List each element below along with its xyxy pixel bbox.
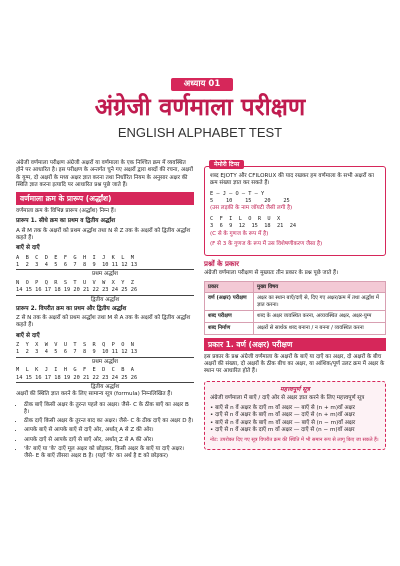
table-header: प्रकार (205, 281, 254, 293)
half-label: प्रथम अर्द्धांश (92, 271, 118, 278)
alphabet-row: M L K J I H G F E D C B A (16, 367, 134, 374)
list-item: • आपके बाएँ से आपके बाएँ से दाएँ ओर, अर्थात् A से Z की ओर। (24, 427, 194, 434)
tip-note: (F से 3 के गुणज के रूप में उस विशेषणीकरण जैसा है) (210, 240, 323, 247)
half-label: द्वितीय अर्द्धांश (90, 296, 120, 303)
tip-note: (C से के गुणज के रूप में है) (210, 230, 269, 237)
table-cell: शब्द के अक्षर व्यवस्थित करना, अव्यवस्थित अक्षर, अक्षर-युग्म (254, 311, 386, 323)
formula-line: • बाएँ से n वें अक्षर के बाएँ m वाँ अक्षर — बाएँ से (n − m)वाँ अक्षर (210, 419, 356, 426)
memory-tips-title: मेमोरी टिप्स (209, 160, 244, 169)
memory-tips-box (204, 161, 386, 256)
tip-note: (उस लड़की के नाम जॉयटी जैसी लगी है) (210, 205, 293, 212)
formula-box-intro: अंग्रेजी वर्णमाला में बाएँ / दाएँ ओर से अक्षर ज्ञात करने के लिए महत्त्वपूर्ण सूत्र (210, 394, 365, 401)
alphabet-row: A B C D E F G H I J K L M (16, 254, 134, 261)
questions-intro: अंग्रेजी वर्णमाला परीक्षण से मुख्यतः तीन प्रकार के प्रश्न पूछे जाते हैं। (204, 270, 339, 277)
half-label: द्वितीय अर्द्धांश (90, 384, 120, 390)
question-types-table (204, 281, 386, 335)
table-row (205, 323, 386, 335)
formula-note: नोट: उपरोक्त दिए गए सूत्र विपरीत क्रम की स्थिति में भी समान रूप से लागू किए जा सकते हैं। (210, 437, 379, 444)
half-divider (16, 382, 194, 383)
half-divider (16, 357, 194, 358)
direction-label: बाएँ से दाएँ (16, 332, 40, 339)
number-row: 14 15 16 17 18 19 20 21 22 23 24 25 26 (16, 287, 138, 294)
table-row (205, 311, 386, 323)
table-cell: अक्षरों से सार्थक शब्द बनाना / न बनना / व्यवस्थित करना (254, 323, 386, 335)
tip-numbers: 3 6 9 12 15 18 21 24 (210, 223, 297, 230)
intro-paragraph: अंग्रेजी वर्णमाला परीक्षण अंग्रेजी अक्षरों या वर्णमाला के एक निश्चित क्रम में व्यवस्थित होने पर आधारित है। इस परीक्षण के अन्तर्गत चुने गए अक्षरों द्वारा शब्दों की रचना, अक्षरों के युग्म, दो अक्षरों के मध्य अक्षर ज्ञात करना तथा निर्धारित नियम के अनुसार अक्षर की स्थिति ज्ञात करना इत्यादि पर आधारित प्रश्न पूछे जाते हैं। (16, 160, 193, 188)
section-intro: वर्णमाला क्रम के विभिन्न प्रारूप (अर्द्धांश) निम्न हैं। (16, 208, 116, 215)
left-column (16, 160, 194, 463)
direction-label: बाएँ से दाएँ (16, 245, 40, 252)
table-row (205, 293, 386, 311)
alphabet-row: Z Y X W V U T S R Q P O N (16, 342, 134, 349)
formula-line: • दाएँ से n वें अक्षर के दाएँ m वाँ अक्षर — दाएँ से (n − m)वाँ अक्षर (210, 427, 355, 434)
alphabet-row: N O P Q R S T U V W X Y Z (16, 279, 134, 286)
formula-box-title: महत्त्वपूर्ण सूत्र (280, 385, 310, 393)
table-cell: वर्ण (अक्षर) परीक्षण (205, 293, 254, 311)
page-title-english: ENGLISH ALPHABET TEST (117, 125, 283, 140)
list-item: • आपके दाएँ से आपके दाएँ से बाएँ ओर, अर्थात् Z से A की ओर। (24, 437, 194, 444)
list-item: • ठीक बाएँ किसी अक्षर के तुरन्त पहले का अक्षर। जैसे- C के ठीक बाएँ का अक्षर B है। (24, 402, 194, 417)
questions-heading: प्रश्नों के प्रकार (204, 260, 240, 269)
table-cell: शब्द परीक्षण (205, 311, 254, 323)
format1-text: A से M तक के अक्षरों को प्रथम अर्द्धांश तथा N से Z तक के अक्षरों को द्वितीय अर्द्धांश कहते हैं। (16, 227, 191, 242)
section2-text: इस प्रकार के प्रश्न अंग्रेजी वर्णमाला के अक्षरों के बाएँ या दाएँ का अक्षर, दो अक्षरों के बीच अक्षरों की संख्या, दो अक्षरों के ठीक बीच का अक्षर, या आंशिक/पूर्ण उलट क्रम में अक्षर के स्थान पर आधारित होते हैं। (204, 353, 385, 375)
section-heading-formats: वर्णमाला क्रम के प्रारूप (अर्द्धांश) (16, 192, 194, 205)
important-formula-box (204, 381, 386, 450)
table-header-row (205, 281, 386, 293)
tip-numbers: 5 10 15 20 25 (210, 198, 290, 204)
tip-text: शब्द EJOTY और CFILORUX की याद रखकर हम वर्णमाला के सभी अक्षरों का क्रम संख्या ज्ञात कर सकते हैं। (210, 173, 374, 187)
list-item: • ठीक दाएँ किसी अक्षर के तुरन्त बाद का अक्षर। जैसे- C के ठीक दाएँ का अक्षर D है। (24, 418, 194, 425)
format1-title: प्रारूप 1. सीधे क्रम का प्रथम व द्वितीय अर्द्धांश (16, 218, 116, 225)
number-row: 14 15 16 17 18 19 20 21 22 23 24 25 26 (16, 374, 138, 381)
tip-letters: C F I L O R U X (210, 215, 281, 222)
format2-text: Z से N तक के अक्षरों को प्रथम अर्द्धांश तथा M से A तक के अक्षरों को द्वितीय अर्द्धांश कहते हैं। (16, 315, 191, 329)
tip-letters: E — J — O — T — Y (210, 190, 265, 197)
formula-line: • बाएँ से n वें अक्षर के दाएँ m वाँ अक्षर — बाएँ से (n + m)वाँ अक्षर (210, 405, 355, 412)
page-title-hindi: अंग्रेजी वर्णमाला परीक्षण (94, 93, 306, 121)
half-label: प्रथम अर्द्धांश (92, 358, 118, 365)
formula-list (16, 402, 194, 461)
formula-line: • दाएँ से n वें अक्षर के बाएँ m वाँ अक्षर — दाएँ से (n + m)वाँ अक्षर (210, 412, 355, 419)
number-row: 1 2 3 4 5 6 7 8 9 10 11 12 13 (16, 349, 138, 356)
list-item: • 'के' बाएँ या 'के' दाएँ मूल अक्षर को छोड़कर, किसी अक्षर के बाएँ या दाएँ अक्षर। जैसे- E के बाएँ तीसरा अक्षर B है। (यहाँ 'के' का अर्थ है E को छोड़कर) (24, 446, 194, 461)
formula-intro: अक्षरों की स्थिति ज्ञात करने के लिए सामान्य सूत्र (formula) निम्नलिखित हैं। (16, 391, 173, 398)
alphabet-block-forward (16, 245, 194, 304)
number-row: 1 2 3 4 5 6 7 8 9 10 11 12 13 (16, 262, 138, 269)
chapter-label: अध्याय 01 (171, 78, 233, 91)
half-divider (16, 295, 194, 296)
table-cell: अक्षर का स्थान बाएँ/दाएँ से, दिए गए अक्षर/क्रम में तथा अर्द्धांश में ज्ञात करना। (254, 293, 386, 311)
right-column (204, 160, 386, 450)
alphabet-block-reverse (16, 333, 194, 392)
section-heading-type1: प्रकार 1. वर्ण (अक्षर) परीक्षण (204, 338, 386, 351)
format2-title: प्रारूप 2. विपरीत क्रम का प्रथम और द्वितीय अर्द्धांश (16, 305, 127, 312)
table-header: मुख्य विषय (254, 281, 386, 293)
table-cell: शब्द निर्माण (205, 323, 254, 335)
